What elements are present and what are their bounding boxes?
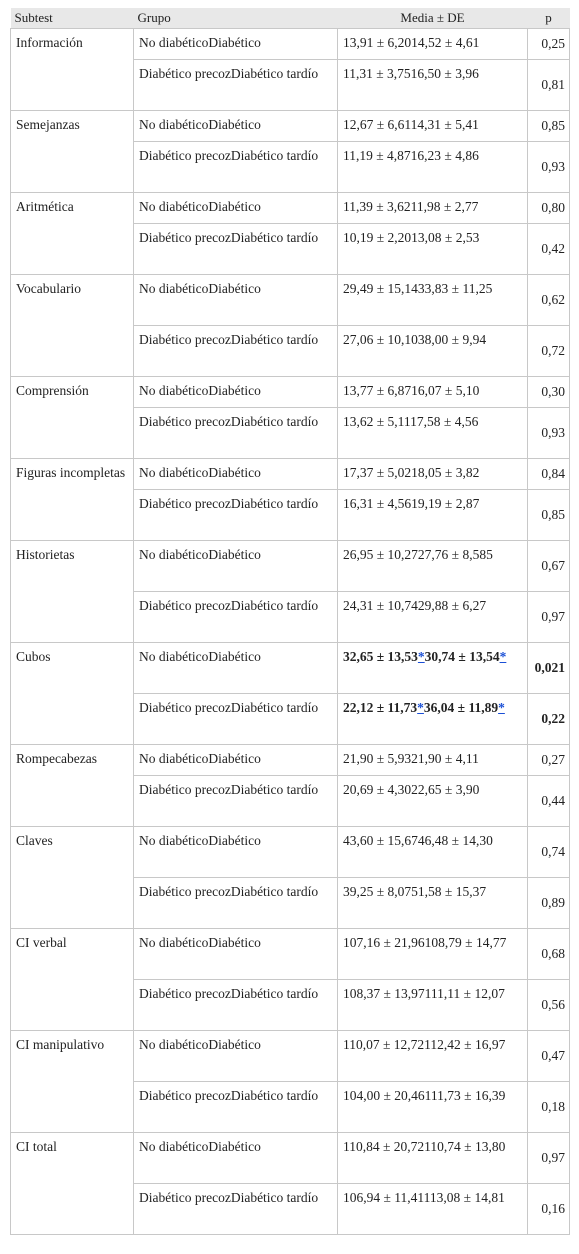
grupo-cell: Diabético precozDiabético tardío (134, 408, 338, 459)
grupo-cell: Diabético precozDiabético tardío (134, 224, 338, 275)
grupo-cell: Diabético precozDiabético tardío (134, 1082, 338, 1133)
p-cell: 0,67 (528, 541, 570, 592)
grupo-cell: Diabético precozDiabético tardío (134, 60, 338, 111)
grupo-cell: No diabéticoDiabético (134, 745, 338, 776)
footnote-link[interactable]: * (499, 649, 507, 664)
subtest-cell: CI verbal (11, 929, 134, 1031)
grupo-cell: No diabéticoDiabético (134, 643, 338, 694)
p-cell: 0,56 (528, 980, 570, 1031)
grupo-cell: No diabéticoDiabético (134, 1031, 338, 1082)
p-cell: 0,18 (528, 1082, 570, 1133)
media-cell: 43,60 ± 15,6746,48 ± 14,30 (338, 827, 528, 878)
p-cell: 0,84 (528, 459, 570, 490)
grupo-cell: Diabético precozDiabético tardío (134, 490, 338, 541)
media-cell: 13,62 ± 5,1117,58 ± 4,56 (338, 408, 528, 459)
table-row (11, 29, 570, 60)
grupo-cell: Diabético precozDiabético tardío (134, 878, 338, 929)
media-cell: 11,31 ± 3,7516,50 ± 3,96 (338, 60, 528, 111)
table-row (11, 459, 570, 490)
subtest-cell: Comprensión (11, 377, 134, 459)
grupo-cell: No diabéticoDiabético (134, 459, 338, 490)
grupo-cell: No diabéticoDiabético (134, 29, 338, 60)
media-value-b: 36,04 ± 11,89 (423, 700, 499, 715)
media-cell: 39,25 ± 8,0751,58 ± 15,37 (338, 878, 528, 929)
p-cell: 0,44 (528, 776, 570, 827)
grupo-cell: No diabéticoDiabético (134, 541, 338, 592)
media-cell: 12,67 ± 6,6114,31 ± 5,41 (338, 111, 528, 142)
subtest-cell: CI manipulativo (11, 1031, 134, 1133)
p-cell: 0,85 (528, 490, 570, 541)
grupo-cell: No diabéticoDiabético (134, 111, 338, 142)
media-cell: 27,06 ± 10,1038,00 ± 9,94 (338, 326, 528, 377)
p-cell: 0,30 (528, 377, 570, 408)
table-row (11, 193, 570, 224)
p-cell: 0,27 (528, 745, 570, 776)
grupo-cell: Diabético precozDiabético tardío (134, 980, 338, 1031)
grupo-cell: Diabético precozDiabético tardío (134, 326, 338, 377)
grupo-cell: No diabéticoDiabético (134, 827, 338, 878)
table-row (11, 377, 570, 408)
footnote-link[interactable]: * (417, 700, 424, 715)
table-row (11, 1133, 570, 1184)
header-p: p (528, 8, 570, 29)
table-row (11, 1031, 570, 1082)
p-cell: 0,97 (528, 1133, 570, 1184)
subtest-cell: Historietas (11, 541, 134, 643)
subtest-cell: Claves (11, 827, 134, 929)
media-cell: 26,95 ± 10,2727,76 ± 8,585 (338, 541, 528, 592)
p-cell: 0,72 (528, 326, 570, 377)
p-cell: 0,85 (528, 111, 570, 142)
table-row (11, 111, 570, 142)
media-cell (338, 694, 528, 745)
header-media: Media ± DE (338, 8, 528, 29)
media-cell: 24,31 ± 10,7429,88 ± 6,27 (338, 592, 528, 643)
p-cell: 0,93 (528, 142, 570, 193)
media-cell: 16,31 ± 4,5619,19 ± 2,87 (338, 490, 528, 541)
subtest-cell: Aritmética (11, 193, 134, 275)
header-row (11, 8, 570, 29)
grupo-cell: Diabético precozDiabético tardío (134, 592, 338, 643)
table-row (11, 745, 570, 776)
media-cell: 29,49 ± 15,1433,83 ± 11,25 (338, 275, 528, 326)
subtest-cell: Figuras incompletas (11, 459, 134, 541)
media-cell: 108,37 ± 13,97111,11 ± 12,07 (338, 980, 528, 1031)
p-cell: 0,62 (528, 275, 570, 326)
media-cell: 13,77 ± 6,8716,07 ± 5,10 (338, 377, 528, 408)
media-cell: 21,90 ± 5,9321,90 ± 4,11 (338, 745, 528, 776)
media-cell: 11,39 ± 3,6211,98 ± 2,77 (338, 193, 528, 224)
table-row (11, 541, 570, 592)
media-cell: 106,94 ± 11,41113,08 ± 14,81 (338, 1184, 528, 1235)
p-cell: 0,81 (528, 60, 570, 111)
grupo-cell: No diabéticoDiabético (134, 275, 338, 326)
media-cell: 20,69 ± 4,3022,65 ± 3,90 (338, 776, 528, 827)
grupo-cell: Diabético precozDiabético tardío (134, 776, 338, 827)
p-cell: 0,74 (528, 827, 570, 878)
footnote-link[interactable]: * (498, 700, 505, 715)
media-cell: 110,84 ± 20,72110,74 ± 13,80 (338, 1133, 528, 1184)
grupo-cell: No diabéticoDiabético (134, 1133, 338, 1184)
p-cell: 0,80 (528, 193, 570, 224)
subtest-cell: Cubos (11, 643, 134, 745)
results-table (10, 8, 570, 1235)
subtest-cell: Vocabulario (11, 275, 134, 377)
p-cell: 0,97 (528, 592, 570, 643)
p-cell: 0,22 (528, 694, 570, 745)
media-cell: 10,19 ± 2,2013,08 ± 2,53 (338, 224, 528, 275)
p-cell: 0,16 (528, 1184, 570, 1235)
table-row (11, 929, 570, 980)
table-row (11, 275, 570, 326)
header-grupo: Grupo (134, 8, 338, 29)
media-cell: 13,91 ± 6,2014,52 ± 4,61 (338, 29, 528, 60)
p-cell: 0,42 (528, 224, 570, 275)
grupo-cell: Diabético precozDiabético tardío (134, 694, 338, 745)
media-value-a: 22,12 ± 11,73 (343, 700, 418, 715)
grupo-cell: Diabético precozDiabético tardío (134, 1184, 338, 1235)
media-cell: 11,19 ± 4,8716,23 ± 4,86 (338, 142, 528, 193)
media-cell: 17,37 ± 5,0218,05 ± 3,82 (338, 459, 528, 490)
subtest-cell: CI total (11, 1133, 134, 1235)
p-cell: 0,89 (528, 878, 570, 929)
media-cell: 107,16 ± 21,96108,79 ± 14,77 (338, 929, 528, 980)
subtest-cell: Rompecabezas (11, 745, 134, 827)
footnote-link[interactable]: * (417, 649, 425, 664)
subtest-cell: Semejanzas (11, 111, 134, 193)
media-cell: 110,07 ± 12,72112,42 ± 16,97 (338, 1031, 528, 1082)
p-cell: 0,93 (528, 408, 570, 459)
table-row (11, 643, 570, 694)
grupo-cell: No diabéticoDiabético (134, 929, 338, 980)
grupo-cell: No diabéticoDiabético (134, 193, 338, 224)
subtest-cell: Información (11, 29, 134, 111)
table-row (11, 827, 570, 878)
p-cell: 0,021 (528, 643, 570, 694)
media-cell (338, 643, 528, 694)
p-cell: 0,47 (528, 1031, 570, 1082)
header-subtest: Subtest (11, 8, 134, 29)
grupo-cell: Diabético precozDiabético tardío (134, 142, 338, 193)
p-cell: 0,25 (528, 29, 570, 60)
media-value-b: 30,74 ± 13,54 (424, 649, 500, 664)
media-cell: 104,00 ± 20,46111,73 ± 16,39 (338, 1082, 528, 1133)
p-cell: 0,68 (528, 929, 570, 980)
grupo-cell: No diabéticoDiabético (134, 377, 338, 408)
media-value-a: 32,65 ± 13,53 (343, 649, 418, 664)
